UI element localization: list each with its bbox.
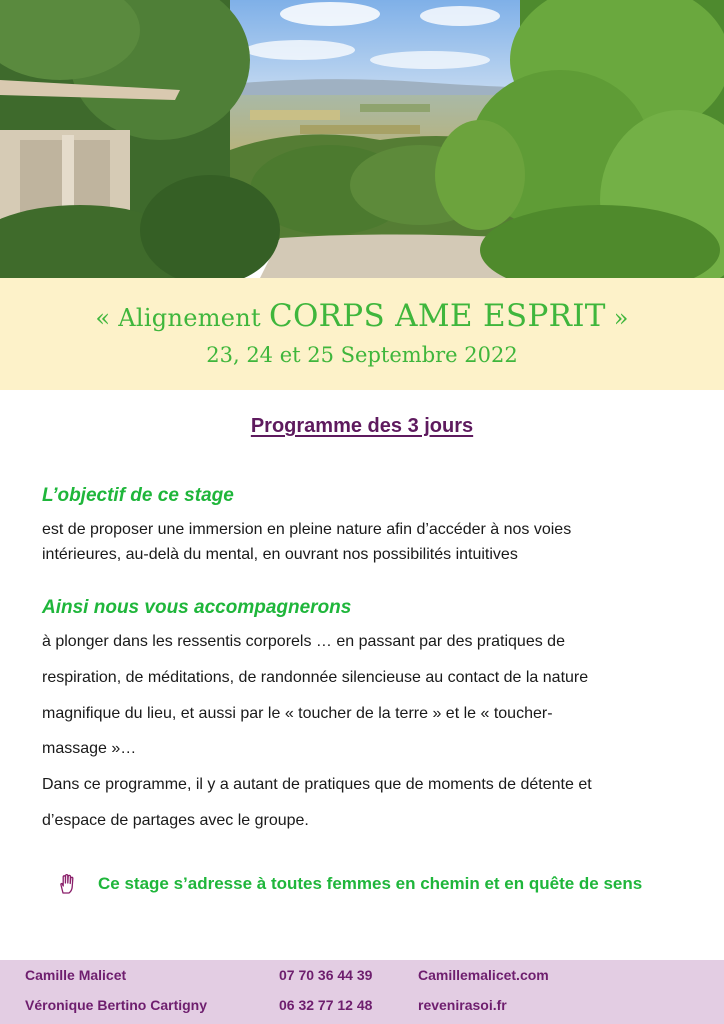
contact-phone: 07 70 36 44 39	[279, 967, 373, 983]
contact-website-link[interactable]: Camillemalicet.com	[418, 967, 549, 983]
accompany-line: respiration, de méditations, de randonnée silencieuse au contact de la nature	[42, 669, 589, 686]
hero-landscape-photo	[0, 0, 724, 278]
program-title: Programme des 3 jours	[250, 415, 474, 437]
accompany-line: magnifique du lieu, et aussi par le « toucher de la terre » et le « toucher-	[42, 705, 553, 722]
title-close: »	[613, 304, 629, 332]
contact-name: Véronique Bertino Cartigny	[25, 997, 208, 1013]
title-open: « Alignement	[95, 304, 261, 332]
contact-website-link[interactable]: revenirasoi.fr	[418, 997, 507, 1013]
contact-phone: 06 32 77 12 48	[279, 997, 373, 1013]
audience-text: Ce stage s’adresse à toutes femmes en chemin et en quête de sens	[98, 874, 643, 893]
accompany-line: d’espace de partages avec le groupe.	[42, 812, 309, 829]
footer-contacts	[0, 960, 724, 1024]
audience-row	[56, 872, 642, 896]
accompany-line: massage »…	[42, 740, 137, 757]
hand-icon	[56, 873, 78, 895]
objective-heading: L’objectif de ce stage	[42, 485, 234, 506]
event-dates: 23, 24 et 25 Septembre 2022	[206, 343, 518, 367]
accompany-line: à plonger dans les ressentis corporels … en passant par des pratiques de	[42, 633, 565, 650]
accompany-line: Dans ce programme, il y a autant de pratiques que de moments de détente et	[42, 776, 592, 793]
event-title	[0, 298, 724, 334]
title-main: CORPS AME ESPRIT	[268, 298, 606, 334]
objective-line: est de proposer une immersion en pleine nature afin d’accéder à nos voies	[42, 521, 572, 538]
accompany-heading: Ainsi nous vous accompagnerons	[42, 597, 352, 618]
objective-line: intérieures, au-delà du mental, en ouvrant nos possibilités intuitives	[42, 546, 518, 563]
title-band	[0, 278, 724, 390]
contact-name: Camille Malicet	[25, 967, 127, 983]
